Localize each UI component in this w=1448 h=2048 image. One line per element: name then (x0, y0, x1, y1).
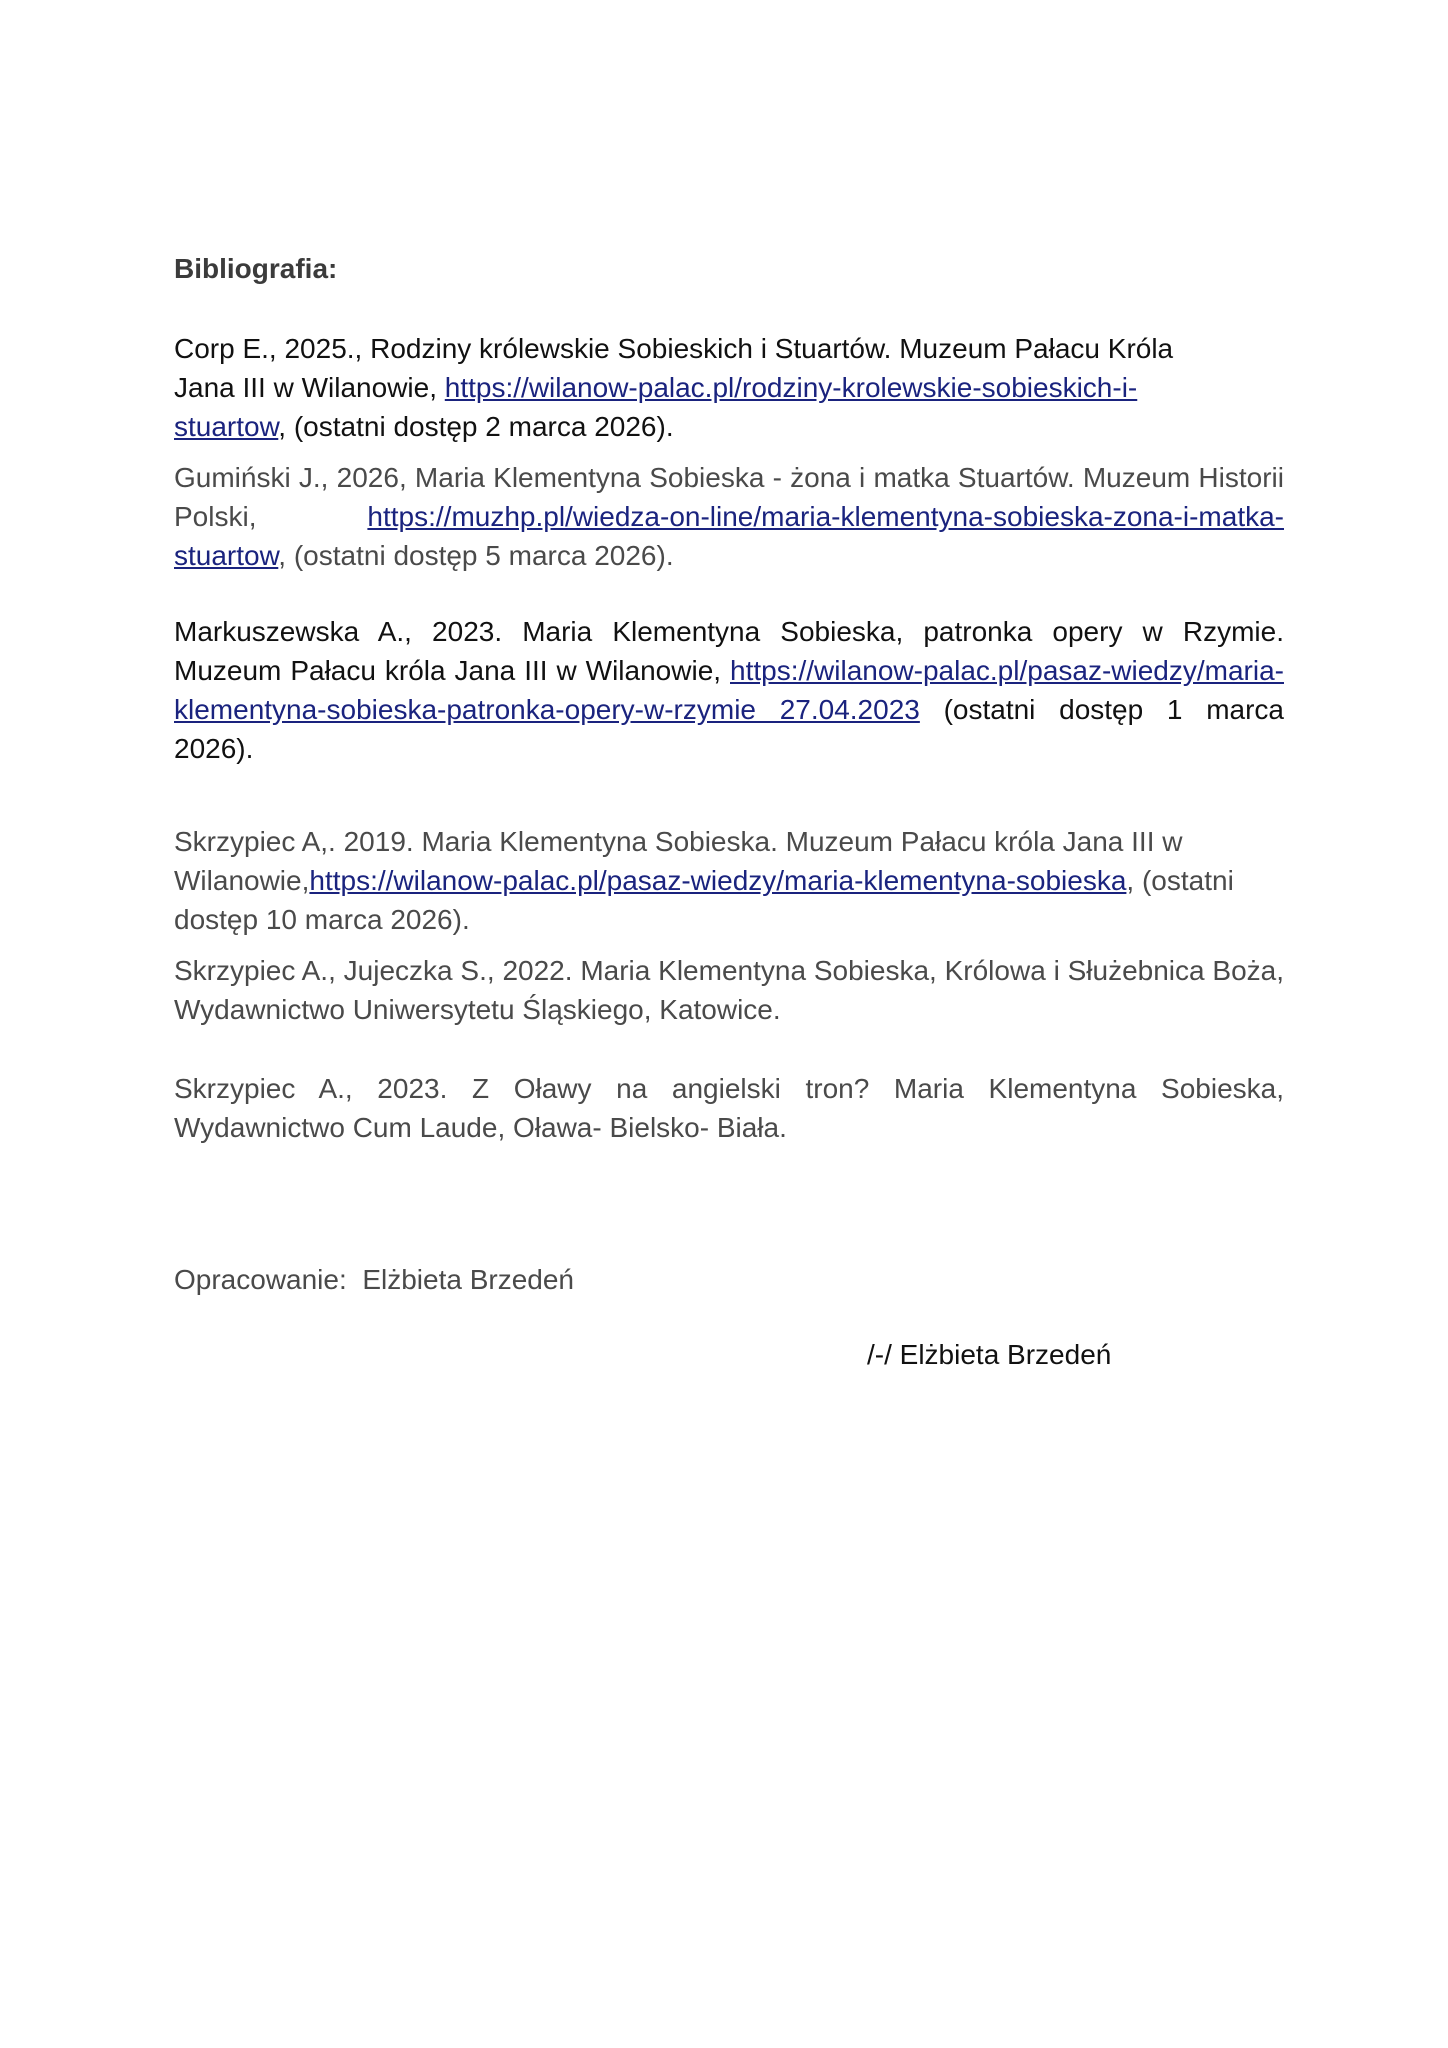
entry-access-date: (ostatni dostęp 1 marca 2026). (174, 694, 1285, 764)
signature: /-/ Elżbieta Brzedeń (867, 1339, 1112, 1370)
bibliography-entry-markuszewska (174, 612, 1284, 768)
prepared-by: Opracowanie: Elżbieta Brzedeń (174, 1264, 574, 1295)
bibliography-heading: Bibliografia: (174, 253, 338, 284)
bibliography-entry-guminski (174, 458, 1284, 575)
bibliography-entry-corp (174, 329, 1234, 446)
entry-text: Markuszewska A., 2023. Maria Klementyna Sobieska, patronka opery w Rzymie. Muzeum Pałacu króla Jana III w Wilanowie, (174, 616, 1284, 686)
bibliography-entry-skrzypiec-jujeczka-2022: Skrzypiec A., Jujeczka S., 2022. Maria Klementyna Sobieska, Królowa i Służebnica Boża, Wydawnictwo Uniwersytetu Śląskiego, Katowice. (174, 955, 1284, 1025)
bibliography-entry-skrzypiec-2023: Skrzypiec A., 2023. Z Oławy na angielski tron? Maria Klementyna Sobieska, Wydawnictwo Cum Laude, Oława- Bielsko- Biała. (174, 1073, 1284, 1143)
entry-text: Gumiński J., 2026, Maria Klementyna Sobieska - żona i matka Stuartów. Muzeum Historii Polski, (174, 462, 1284, 532)
entry-link[interactable]: https://wilanow-palac.pl/rodziny-krolewskie-sobieskich-i-stuartow (174, 372, 1138, 442)
entry-text: Skrzypiec A,. 2019. Maria Klementyna Sobieska. Muzeum Pałacu króla Jana III w Wilanowie, (174, 826, 1183, 896)
entry-access-date: , (ostatni dostęp 5 marca 2026). (278, 540, 674, 571)
bibliography-entry-skrzypiec-2019 (174, 822, 1274, 939)
entry-link[interactable]: https://wilanow-palac.pl/pasaz-wiedzy/maria-klementyna-sobieska (309, 865, 1127, 896)
entry-text: Corp E., 2025., Rodziny królewskie Sobieskich i Stuartów. Muzeum Pałacu Króla Jana III w Wilanowie, (174, 333, 1174, 403)
entry-access-date: , (ostatni dostęp 10 marca 2026). (174, 865, 1234, 935)
entry-access-date: , (ostatni dostęp 2 marca 2026). (278, 411, 674, 442)
entry-link[interactable]: https://wilanow-palac.pl/pasaz-wiedzy/maria-klementyna-sobieska-patronka-opery-w-rzymie 27.04.2023 (174, 655, 1284, 725)
entry-link[interactable]: https://muzhp.pl/wiedza-on-line/maria-klementyna-sobieska-zona-i-matka-stuartow (174, 501, 1284, 571)
